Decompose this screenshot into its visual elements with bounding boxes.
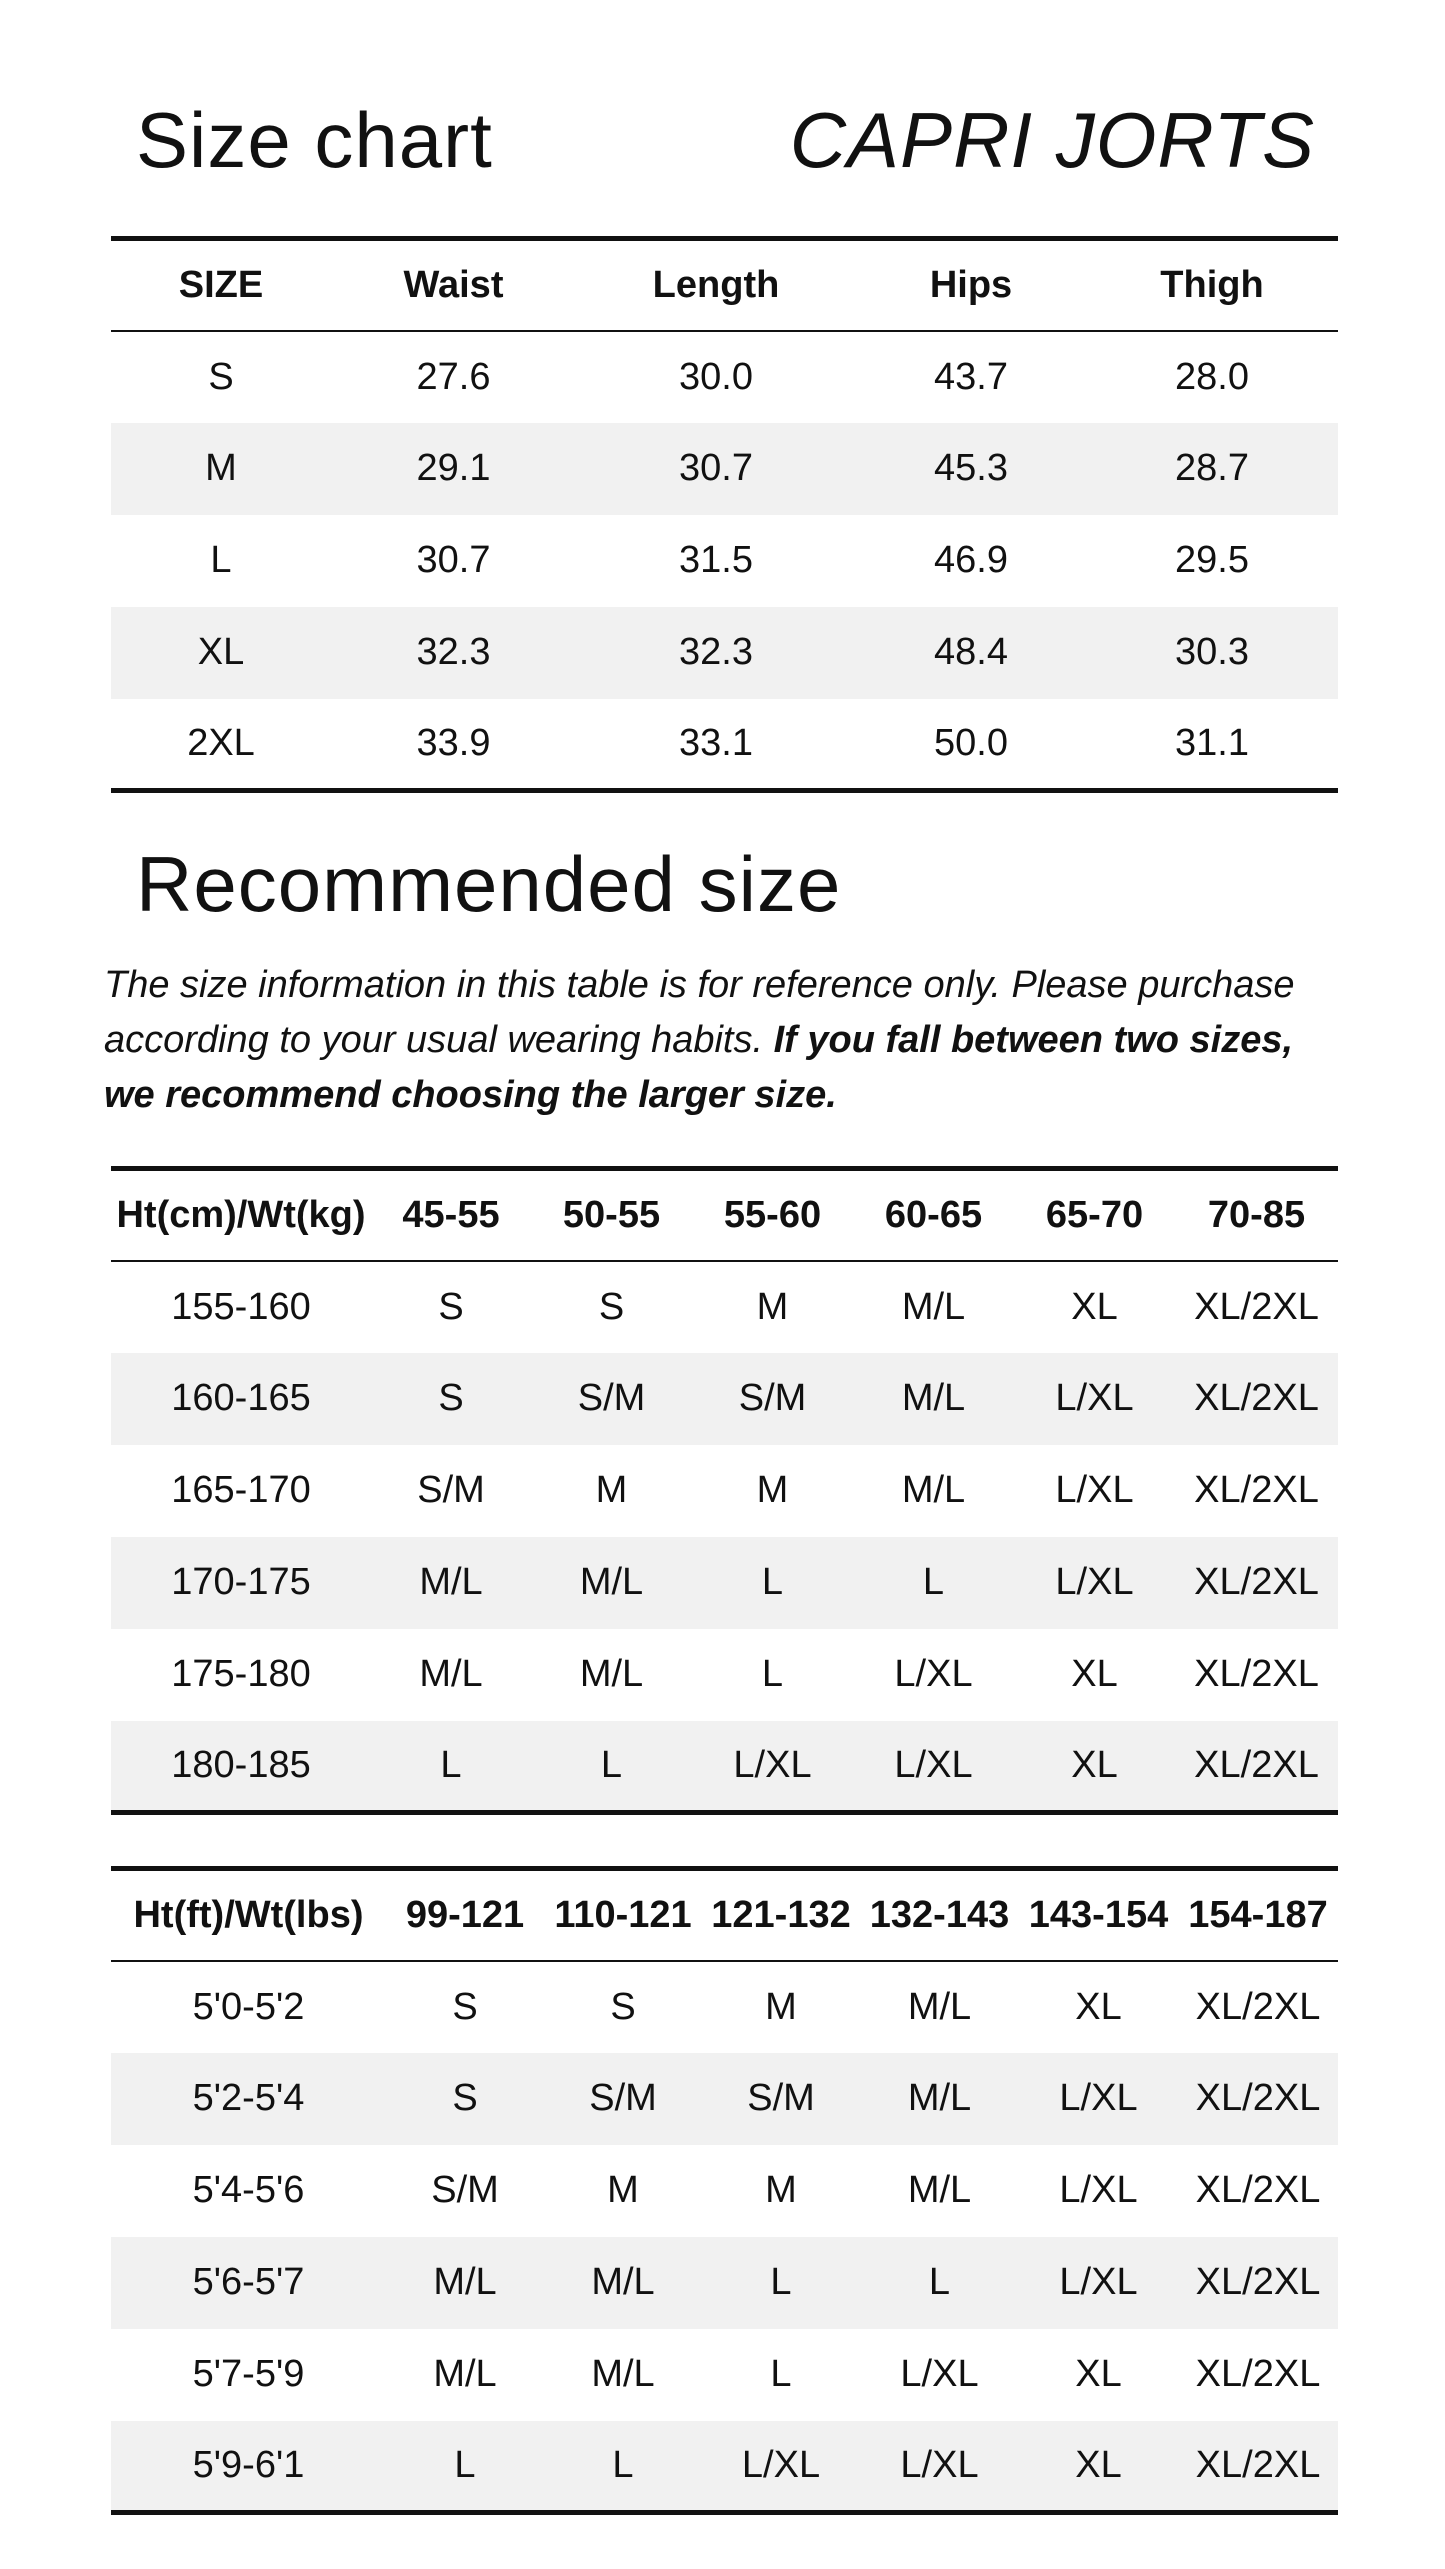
table-cell: M/L [544,2237,702,2329]
table-cell: M [607,2169,639,2211]
title-row [0,0,1445,200]
table-cell: XL/2XL [1178,2421,1338,2513]
table-cell: 30.7 [416,539,491,581]
table-header-row [111,239,1338,331]
table-cell: S/M [531,1353,692,1445]
table-cell: 30.0 [679,355,753,398]
table-cell: S [438,1285,464,1328]
size-note-bold: If you fall between two sizes, we recommend choosing the larger size. [104,1019,1294,1116]
table-cell: XL/2XL [1175,1721,1338,1813]
table-row [111,1537,1338,1629]
table-cell: M/L [853,1353,1014,1445]
size-note [104,958,1354,1123]
table-cell: M [765,1985,797,2028]
column-header: 154-187 [1178,1869,1338,1961]
table-cell: L/XL [1059,2169,1138,2211]
table-cell: L/XL [692,1721,853,1813]
table-cell: L [544,2421,702,2513]
column-header: 55-60 [692,1169,853,1261]
table-cell: 46.9 [934,539,1008,581]
table-cell: L [770,2353,792,2395]
table-cell: 5'0-5'2 [192,1985,305,2028]
table-cell: M/L [386,2237,544,2329]
table-cell: M [756,1285,789,1328]
imperial-recommendation-table [111,1866,1338,2515]
column-header: 121-132 [702,1869,860,1961]
table-cell: S/M [692,1353,853,1445]
table-cell: L/XL [1019,2053,1178,2145]
table-cell: L [860,2237,1019,2329]
table-cell: XL/2XL [1194,1285,1319,1328]
table-cell: XL [1071,1653,1118,1695]
table-cell: L/XL [1019,2237,1178,2329]
table-cell: L/XL [1014,1353,1175,1445]
table-cell: 165-170 [171,1469,311,1511]
table-cell: M [111,423,331,515]
table-cell: S/M [544,2053,702,2145]
table-cell: 170-175 [111,1537,371,1629]
table-cell: L [210,539,232,581]
table-cell: M/L [901,1285,966,1328]
table-cell: 5'9-6'1 [111,2421,386,2513]
table-cell: M/L [531,1537,692,1629]
column-header: Waist [331,239,576,331]
product-name: CAPRI JORTS [789,96,1315,184]
table-cell: 50.0 [856,699,1086,791]
table-cell: 5'7-5'9 [192,2353,305,2395]
table-cell: M/L [371,1537,531,1629]
table-cell: S [452,1985,478,2028]
column-header: 60-65 [853,1169,1014,1261]
table-cell: XL [1019,2421,1178,2513]
table-cell: 33.9 [331,699,576,791]
table-cell: L/XL [702,2421,860,2513]
column-header: Ht(ft)/Wt(lbs) [111,1869,386,1961]
metric-recommendation-table [111,1166,1338,1815]
table-cell: XL/2XL [1194,1653,1319,1695]
table-cell: 31.1 [1086,699,1338,791]
table-cell: 31.5 [679,539,753,581]
table-cell: XL/2XL [1195,2353,1321,2395]
table-row [111,2329,1338,2421]
table-header-row [111,1869,1338,1961]
table-row [111,1629,1338,1721]
table-row [111,1353,1338,1445]
table-cell: S/M [702,2053,860,2145]
table-row [111,1721,1338,1813]
column-header: 50-55 [531,1169,692,1261]
column-header: Length [576,239,856,331]
table-cell: 5'4-5'6 [192,2169,305,2211]
table-cell: 160-165 [111,1353,371,1445]
table-cell: S/M [431,2169,499,2211]
table-row [111,1261,1338,1353]
table-row [111,1445,1338,1537]
table-cell: L [531,1721,692,1813]
page-title: Size chart [136,96,493,184]
table-cell: XL [1075,1985,1122,2028]
column-header: 65-70 [1014,1169,1175,1261]
table-cell: S [598,1285,625,1328]
table-cell: XL [1014,1721,1175,1813]
table-cell: XL/2XL [1175,1537,1338,1629]
table-cell: M/L [579,1653,644,1695]
table-cell: L/XL [860,2421,1019,2513]
table-cell: 2XL [111,699,331,791]
table-cell: XL/2XL [1195,2169,1321,2211]
table-cell: XL/2XL [1194,1469,1319,1511]
table-cell: 28.7 [1086,423,1338,515]
column-header: Thigh [1086,239,1338,331]
table-cell: L [371,1721,531,1813]
table-cell: L/XL [900,2353,979,2395]
table-cell: 30.7 [576,423,856,515]
table-cell: 32.3 [331,607,576,699]
table-cell: 5'2-5'4 [111,2053,386,2145]
column-header: 99-121 [386,1869,544,1961]
size-chart-table [111,236,1338,793]
table-cell: M/L [907,1985,972,2028]
table-cell: S [610,1985,636,2028]
table-row [111,331,1338,423]
table-row [111,1961,1338,2053]
table-row [111,2421,1338,2513]
table-cell: XL [111,607,331,699]
table-cell: S [386,2053,544,2145]
table-cell: 5'6-5'7 [111,2237,386,2329]
table-cell: L [853,1537,1014,1629]
table-cell: L [386,2421,544,2513]
table-cell: 175-180 [171,1653,311,1695]
table-row [111,2237,1338,2329]
table-cell: XL/2XL [1178,2237,1338,2329]
table-row [111,515,1338,607]
table-cell: L/XL [894,1653,973,1695]
table-cell: 155-160 [171,1285,311,1328]
table-cell: M/L [419,1653,483,1695]
table-cell: L/XL [1055,1469,1134,1511]
table-cell: M/L [860,2053,1019,2145]
table-cell: 29.5 [1175,539,1249,581]
column-header: SIZE [111,239,331,331]
table-cell: L [702,2237,860,2329]
table-row [111,2145,1338,2237]
column-header: 70-85 [1175,1169,1338,1261]
table-cell: 45.3 [856,423,1086,515]
table-cell: M/L [901,1469,966,1511]
recommended-size-title: Recommended size [136,840,842,928]
table-cell: L [692,1537,853,1629]
table-cell: XL [1071,1285,1118,1328]
column-header: 132-143 [860,1869,1019,1961]
table-cell: 30.3 [1086,607,1338,699]
table-header-row [111,1169,1338,1261]
table-cell: 43.7 [934,355,1008,398]
table-cell: 180-185 [111,1721,371,1813]
table-cell: M/L [433,2353,497,2395]
table-cell: M/L [907,2169,972,2211]
table-cell: 32.3 [576,607,856,699]
column-header: Hips [856,239,1086,331]
table-cell: XL/2XL [1195,1985,1321,2028]
column-header: 143-154 [1019,1869,1178,1961]
table-cell: M [765,2169,797,2211]
table-cell: XL [1075,2353,1122,2395]
column-header: Ht(cm)/Wt(kg) [111,1169,371,1261]
table-cell: XL/2XL [1175,1353,1338,1445]
table-cell: 48.4 [856,607,1086,699]
size-note-regular: The size information in this table is for reference only. Please purchase according to your usual wearing habits. [104,964,1295,1061]
table-cell: S/M [417,1469,485,1511]
table-cell: XL/2XL [1178,2053,1338,2145]
table-cell: 28.0 [1175,355,1249,398]
table-row [111,2053,1338,2145]
table-cell: 27.6 [416,355,491,398]
table-row [111,423,1338,515]
column-header: 45-55 [371,1169,531,1261]
table-cell: L/XL [1014,1537,1175,1629]
table-row [111,607,1338,699]
table-row [111,699,1338,791]
table-cell: 29.1 [331,423,576,515]
column-header: 110-121 [544,1869,702,1961]
table-cell: L [761,1653,784,1695]
table-cell: M [595,1469,628,1511]
table-cell: S [371,1353,531,1445]
table-cell: M [756,1469,789,1511]
table-cell: 33.1 [576,699,856,791]
table-cell: M/L [591,2353,655,2395]
table-cell: S [208,355,234,398]
table-cell: L/XL [853,1721,1014,1813]
